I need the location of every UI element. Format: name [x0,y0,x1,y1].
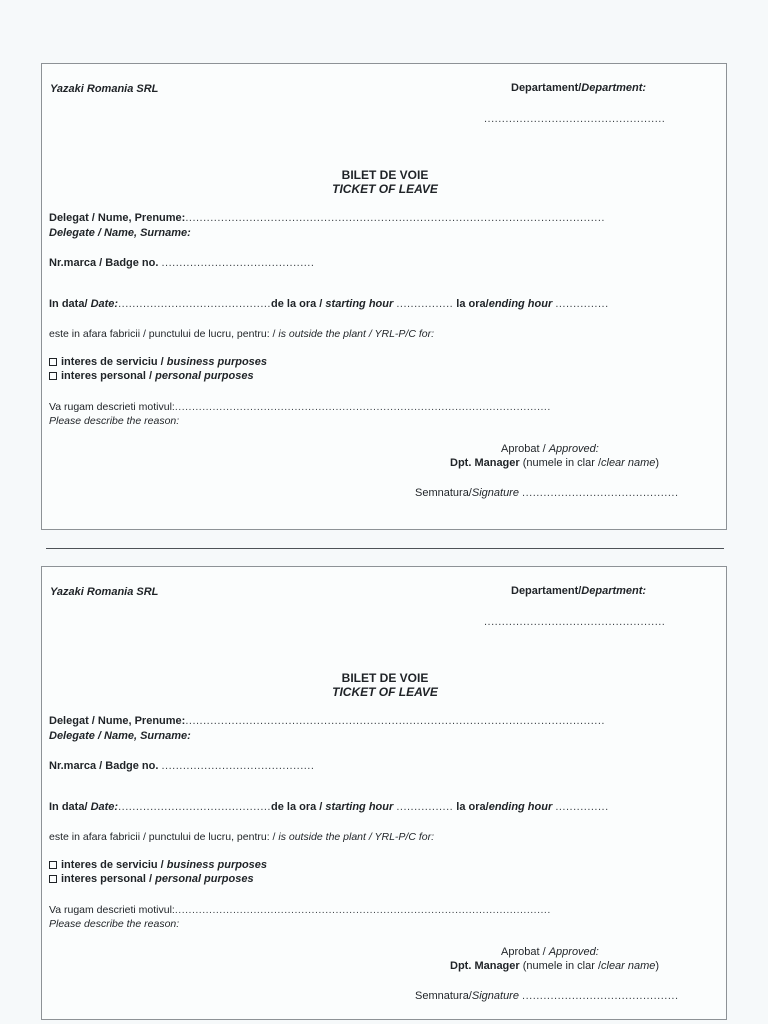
business-purpose-option[interactable]: interes de serviciu / business purposes [49,859,267,872]
date-hours-row: In data/ Date:...........................................de la ora / starting hour ................ la ora/ending hour ............... [49,298,609,310]
leave-ticket-form [41,63,727,530]
reason-label: Va rugam descrieti motivul: [49,904,175,916]
start-hour-field[interactable]: ................ [396,298,454,310]
date-field[interactable]: ........................................... [118,801,271,813]
end-hour-label: la ora/ [456,801,489,813]
business-purpose-option[interactable]: interes de serviciu / business purposes [49,356,267,369]
manager-label: Dpt. Manager (numele in clar /clear name) [450,960,660,972]
approved-label: Aprobat / Approved: [501,443,599,455]
reason-field[interactable]: Va rugam descrieti motivul:.............................................................................................................. [49,401,551,413]
outside-plant-text: este in afara fabricii / punctului de lucru, pentru: / is outside the plant / YRL-P/C for: [49,831,435,843]
reason-label-en: Please describe the reason: [49,918,180,930]
leave-ticket-form [41,566,727,1020]
checkbox-icon[interactable] [49,861,57,869]
badge-label: Nr.marca / Badge no. [49,760,159,772]
badge-label: Nr.marca / Badge no. [49,257,159,269]
form-subtitle: TICKET OF LEAVE [332,182,438,196]
personal-purpose-option[interactable]: interes personal / personal purposes [49,370,254,383]
name-field[interactable]: Delegat / Nume, Prenume:...................................................................................................................... [49,212,605,224]
date-label: In data/ [49,298,91,310]
company-name: Yazaki Romania SRL [50,83,159,95]
start-hour-label: de la ora / [271,298,326,310]
badge-field[interactable]: Nr.marca / Badge no. ........................................... [49,760,315,772]
outside-plant-text: este in afara fabricii / punctului de lucru, pentru: / is outside the plant / YRL-P/C for: [49,328,435,340]
name-label-en: Delegate / Name, Surname: [49,227,191,239]
reason-field[interactable]: Va rugam descrieti motivul:.............................................................................................................. [49,904,551,916]
date-field[interactable]: ........................................... [118,298,271,310]
badge-field[interactable]: Nr.marca / Badge no. ........................................... [49,257,315,269]
reason-label-en: Please describe the reason: [49,415,180,427]
department-field[interactable]: ................................................... [484,113,666,125]
cut-line-divider [46,548,724,549]
signature-label: Semnatura/ [415,990,472,1002]
signature-field[interactable]: Semnatura/Signature ............................................ [415,487,679,499]
form-title: BILET DE VOIE [341,168,429,182]
name-field[interactable]: Delegat / Nume, Prenume:...................................................................................................................... [49,715,605,727]
date-label: In data/ [49,801,91,813]
name-label: Delegat / Nume, Prenume: [49,212,186,224]
company-name: Yazaki Romania SRL [50,586,159,598]
department-label: Departament/Department: [511,585,647,597]
date-hours-row: In data/ Date:...........................................de la ora / starting hour ................ la ora/ending hour ............... [49,801,609,813]
personal-purpose-option[interactable]: interes personal / personal purposes [49,873,254,886]
end-hour-label: la ora/ [456,298,489,310]
checkbox-icon[interactable] [49,372,57,380]
reason-label: Va rugam descrieti motivul: [49,401,175,413]
end-hour-field[interactable]: ............... [555,298,609,310]
name-label: Delegat / Nume, Prenume: [49,715,186,727]
form-title: BILET DE VOIE [341,671,429,685]
department-field[interactable]: ................................................... [484,616,666,628]
manager-label: Dpt. Manager (numele in clar /clear name) [450,457,660,469]
start-hour-field[interactable]: ................ [396,801,454,813]
approved-label: Aprobat / Approved: [501,946,599,958]
name-label-en: Delegate / Name, Surname: [49,730,191,742]
department-label: Departament/Department: [511,82,647,94]
signature-field[interactable]: Semnatura/Signature ............................................ [415,990,679,1002]
signature-label: Semnatura/ [415,487,472,499]
checkbox-icon[interactable] [49,875,57,883]
start-hour-label: de la ora / [271,801,326,813]
checkbox-icon[interactable] [49,358,57,366]
form-subtitle: TICKET OF LEAVE [332,685,438,699]
end-hour-field[interactable]: ............... [555,801,609,813]
